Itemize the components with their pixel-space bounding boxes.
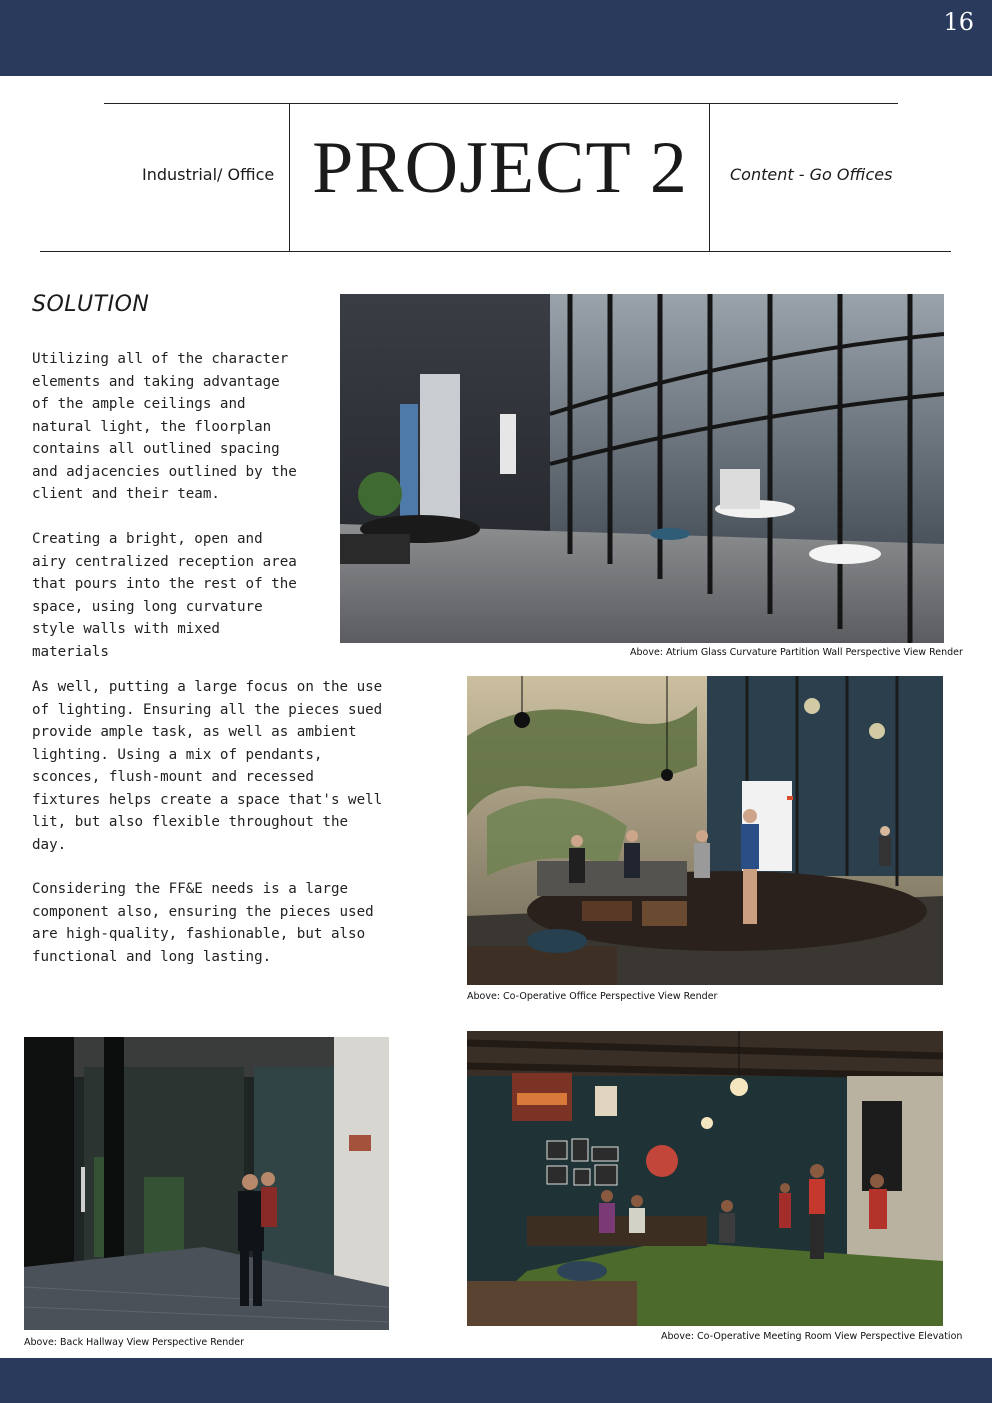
back-hallway-render-image	[24, 1037, 389, 1330]
section-heading: SOLUTION	[32, 292, 150, 317]
page-title: PROJECT 2	[312, 127, 688, 209]
coop-office-render-image	[467, 676, 943, 985]
solution-paragraph: Creating a bright, open and airy centralized reception area that pours into the rest of the space, using long curvature style walls with mixed materials	[32, 531, 297, 660]
render-caption: Above: Back Hallway View Perspective Render	[24, 1337, 245, 1348]
client-name: Content - Go Offices	[730, 165, 893, 184]
meeting-room-render-image	[467, 1031, 943, 1326]
project-category: Industrial/ Office	[142, 165, 275, 184]
bottom-banner	[0, 1358, 992, 1403]
render-caption: Above: Atrium Glass Curvature Partition Wall Perspective View Render	[630, 647, 963, 658]
atrium-render-image	[340, 294, 944, 643]
render-caption: Above: Co-Operative Office Perspective View Render	[467, 991, 718, 1002]
header-bottom-rule	[40, 251, 951, 252]
header-top-rule	[104, 103, 898, 104]
solution-paragraph: As well, putting a large focus on the use of lighting. Ensuring all the pieces sued provide ample task, as well as ambient lighting. Using a mix of pendants, sconces, flush-mount and recessed fixtures helps create a space that's well lit, but also flexible throughout the day.	[32, 679, 383, 853]
top-banner	[0, 0, 992, 76]
solution-paragraph: Considering the FF&E needs is a large component also, ensuring the pieces used are high-quality, fashionable, but also functional and long lasting.	[32, 881, 374, 965]
render-caption: Above: Co-Operative Meeting Room View Perspective Elevation	[661, 1331, 963, 1342]
solution-paragraph: Utilizing all of the character elements and taking advantage of the ample ceilings and natural light, the floorplan contains all outlined spacing and adjacencies outlined by the client and their team.	[32, 351, 297, 502]
page-number: 16	[943, 8, 974, 36]
